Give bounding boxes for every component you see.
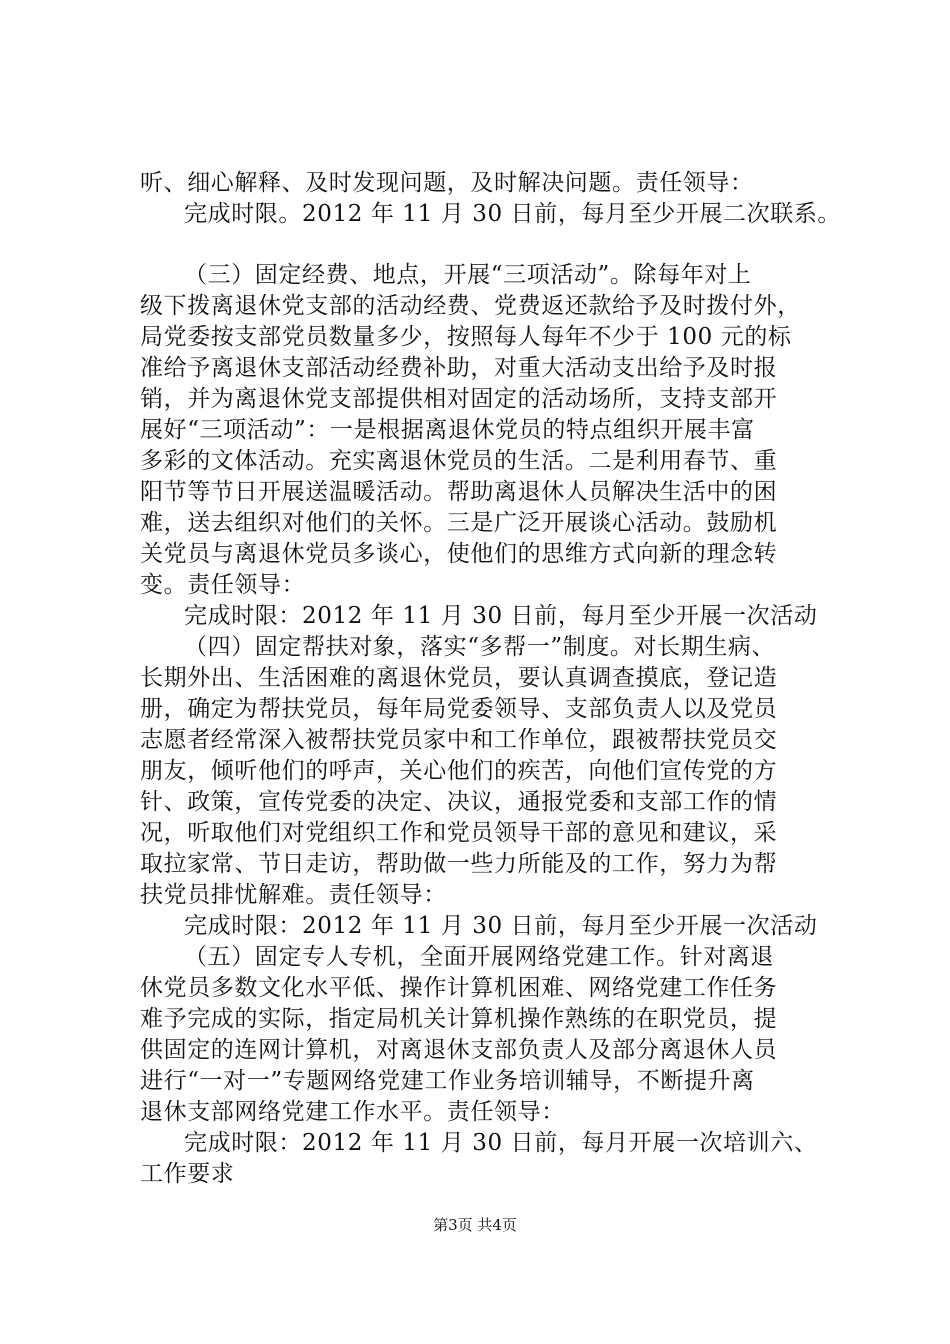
document-body — [140, 168, 840, 1190]
paragraph-gap — [140, 230, 840, 260]
text-line: 阳节等节日开展送温暖活动。帮助离退休人员解决生活中的困 — [140, 479, 778, 505]
text-line: 难予完成的实际，指定局机关计算机操作熟练的在职党员，提 — [140, 1006, 778, 1032]
text-line: 完成时限。2012 年 11 月 30 日前，每月至少开展二次联系。 — [184, 201, 842, 227]
text-line: 志愿者经常深入被帮扶党员家中和工作单位，跟被帮扶党员交 — [140, 727, 778, 753]
text-line: 多彩的文体活动。充实离退休党员的生活。二是利用春节、重 — [140, 448, 778, 474]
text-line: 展好“三项活动”：一是根据离退休党员的特点组织开展丰富 — [140, 417, 755, 443]
text-line: 册，确定为帮扶党员，每年局党委领导、支部负责人以及党员 — [140, 696, 778, 722]
section-heading-5: （五）固定专人专机，全面开展网络党建工作。针对离退 — [184, 944, 774, 970]
page-number-footer: 第3页 共4页 — [433, 1216, 517, 1234]
text-line: 进行“一对一”专题网络党建工作业务培训辅导，不断提升离 — [140, 1068, 755, 1094]
deadline-line: 完成时限：2012 年 11 月 30 日前，每月至少开展一次活动 — [184, 603, 818, 629]
text-line: 休党员多数文化水平低、操作计算机困难、网络党建工作任务 — [140, 975, 778, 1001]
text-line: 况，听取他们对党组织工作和党员领导干部的意见和建议，采 — [140, 820, 778, 846]
text-line: 听、细心解释、及时发现问题，及时解决问题。责任领导： — [140, 170, 754, 196]
text-line: 供固定的连网计算机，对离退休支部负责人及部分离退休人员 — [140, 1037, 778, 1063]
text-line: 针、政策，宣传党委的决定、决议，通报党委和支部工作的情 — [140, 789, 778, 815]
text-line: 长期外出、生活困难的离退休党员，要认真调查摸底，登记造 — [140, 665, 778, 691]
text-line: 工作要求 — [140, 1161, 235, 1187]
text-line: 扶党员排忧解难。责任领导： — [140, 882, 447, 908]
section-heading-4: （四）固定帮扶对象，落实“多帮一”制度。对长期生病、 — [184, 634, 776, 660]
text-line: 难，送去组织对他们的关怀。三是广泛开展谈心活动。鼓励机 — [140, 510, 778, 536]
text-line: 变。责任领导： — [140, 572, 306, 598]
text-line: 准给予离退休支部活动经费补助，对重大活动支出给予及时报 — [140, 355, 778, 381]
text-line: 朋友，倾听他们的呼声，关心他们的疾苦，向他们宣传党的方 — [140, 758, 778, 784]
text-line: 级下拨离退休党支部的活动经费、党费返还款给予及时拨付外， — [140, 293, 801, 319]
text-line: 关党员与离退休党员多谈心，使他们的思维方式向新的理念转 — [140, 541, 778, 567]
deadline-line: 完成时限：2012 年 11 月 30 日前，每月开展一次培训六、 — [184, 1130, 818, 1156]
text-line: 局党委按支部党员数量多少，按照每人每年不少于 100 元的标 — [140, 324, 792, 350]
text-line: 取拉家常、节日走访，帮助做一些力所能及的工作，努力为帮 — [140, 851, 778, 877]
section-heading-3: （三）固定经费、地点，开展“三项活动”。除每年对上 — [184, 262, 752, 288]
text-line: 退休支部网络党建工作水平。责任领导： — [140, 1099, 565, 1125]
deadline-line: 完成时限：2012 年 11 月 30 日前，每月至少开展一次活动 — [184, 913, 818, 939]
text-line: 销，并为离退休党支部提供相对固定的活动场所，支持支部开 — [140, 386, 778, 412]
